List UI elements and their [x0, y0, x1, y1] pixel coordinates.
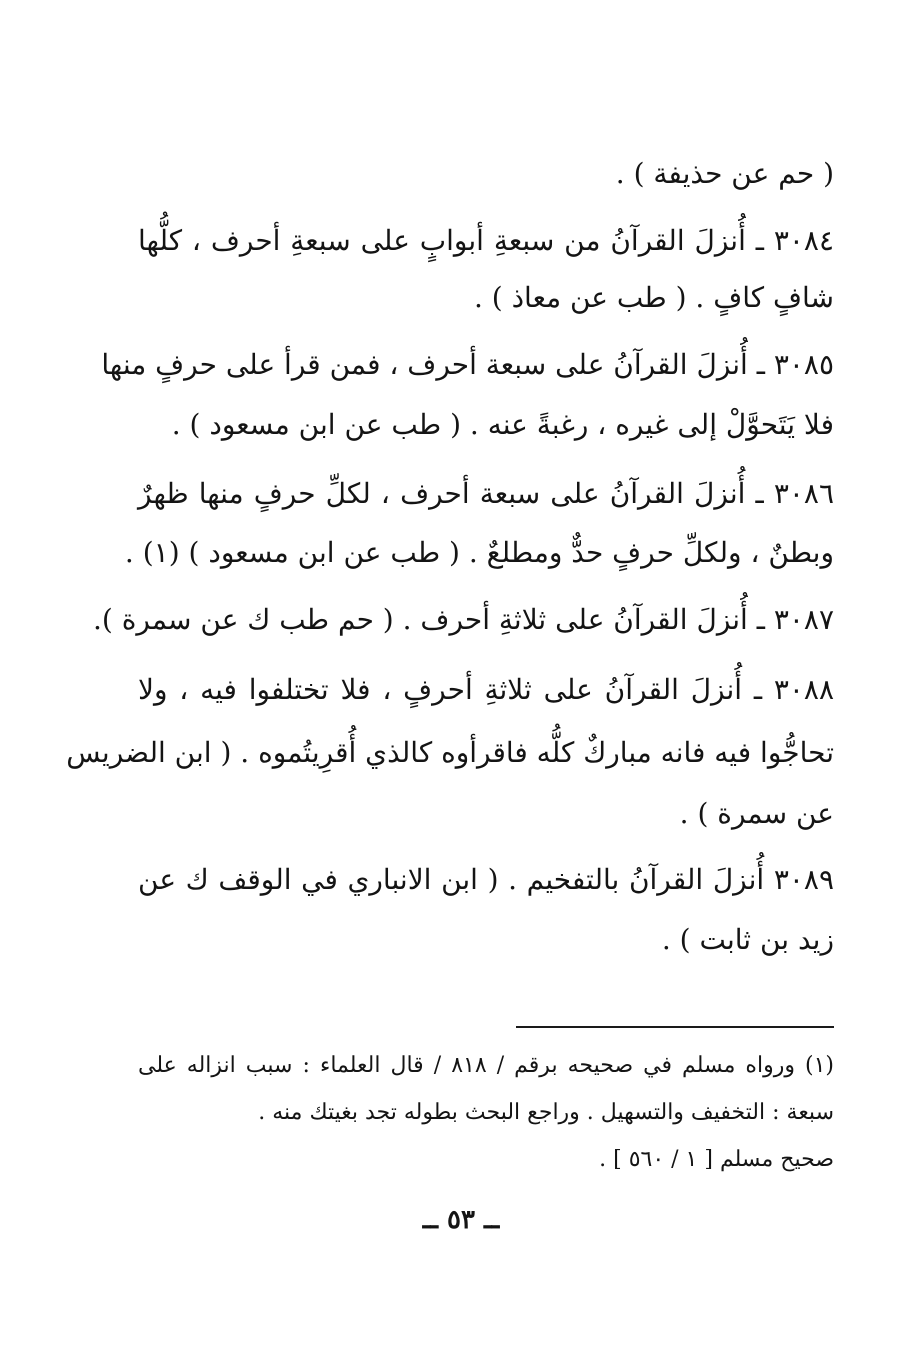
footnote-line-1: (١) ورواه مسلم في صحيحه برقم / ٨١٨ / قال العلماء : سبب انزاله على	[138, 1053, 834, 1078]
hadith-3087-line-1: ٣٠٨٧ ـ أُنزلَ القرآنُ على ثلاثةِ أحرف . ( حم طب ك عن سمرة ).	[92, 603, 834, 636]
hadith-3085-line-2: فلا يَتَحوَّلْ إلى غيره ، رغبةً عنه . ( طب عن ابن مسعود ) .	[171, 408, 834, 441]
hadith-3086-line-1: ٣٠٨٦ ـ أُنزلَ القرآنُ على سبعة أحرف ، لكلِّ حرفٍ منها ظهرٌ	[138, 477, 834, 510]
footnote-line-2: سبعة : التخفيف والتسهيل . وراجع البحث بطوله تجد بغيتك منه .	[258, 1100, 834, 1125]
hadith-3086-line-2: وبطنٌ ، ولكلِّ حرفٍ حدٌّ ومطلعٌ . ( طب عن ابن مسعود ) (١) .	[124, 536, 834, 569]
hadith-3088-line-1: ٣٠٨٨ ـ أُنزلَ القرآنُ على ثلاثةِ أحرفٍ ، فلا تختلفوا فيه ، ولا	[138, 673, 834, 706]
hadith-3084-line-1: ٣٠٨٤ ـ أُنزلَ القرآنُ من سبعةِ أبوابٍ على سبعةِ أحرف ، كلُّها	[138, 224, 834, 257]
hadith-3083-source: ( حم عن حذيفة ) .	[615, 157, 834, 190]
hadith-3088-line-2: تحاجُّوا فيه فانه مباركٌ كلُّه فاقرأوه كالذي أُقرِيتُموه . ( ابن الضريس	[66, 736, 834, 769]
hadith-3088-line-3: عن سمرة ) .	[679, 797, 834, 830]
footnote-line-3: صحيح مسلم [ ١ / ٥٦٠ ] .	[599, 1147, 834, 1172]
footnote-separator	[516, 1026, 834, 1028]
page-number: ــ ٥٣ ــ	[422, 1205, 500, 1235]
hadith-3085-line-1: ٣٠٨٥ ـ أُنزلَ القرآنُ على سبعة أحرف ، فمن قرأ على حرفٍ منها	[101, 348, 834, 381]
hadith-3089-line-2: زيد بن ثابت ) .	[661, 923, 834, 956]
hadith-3084-line-2: شافٍ كافٍ . ( طب عن معاذ ) .	[473, 281, 834, 314]
hadith-3089-line-1: ٣٠٨٩ أُنزلَ القرآنُ بالتفخيم . ( ابن الانباري في الوقف ك عن	[138, 863, 834, 896]
